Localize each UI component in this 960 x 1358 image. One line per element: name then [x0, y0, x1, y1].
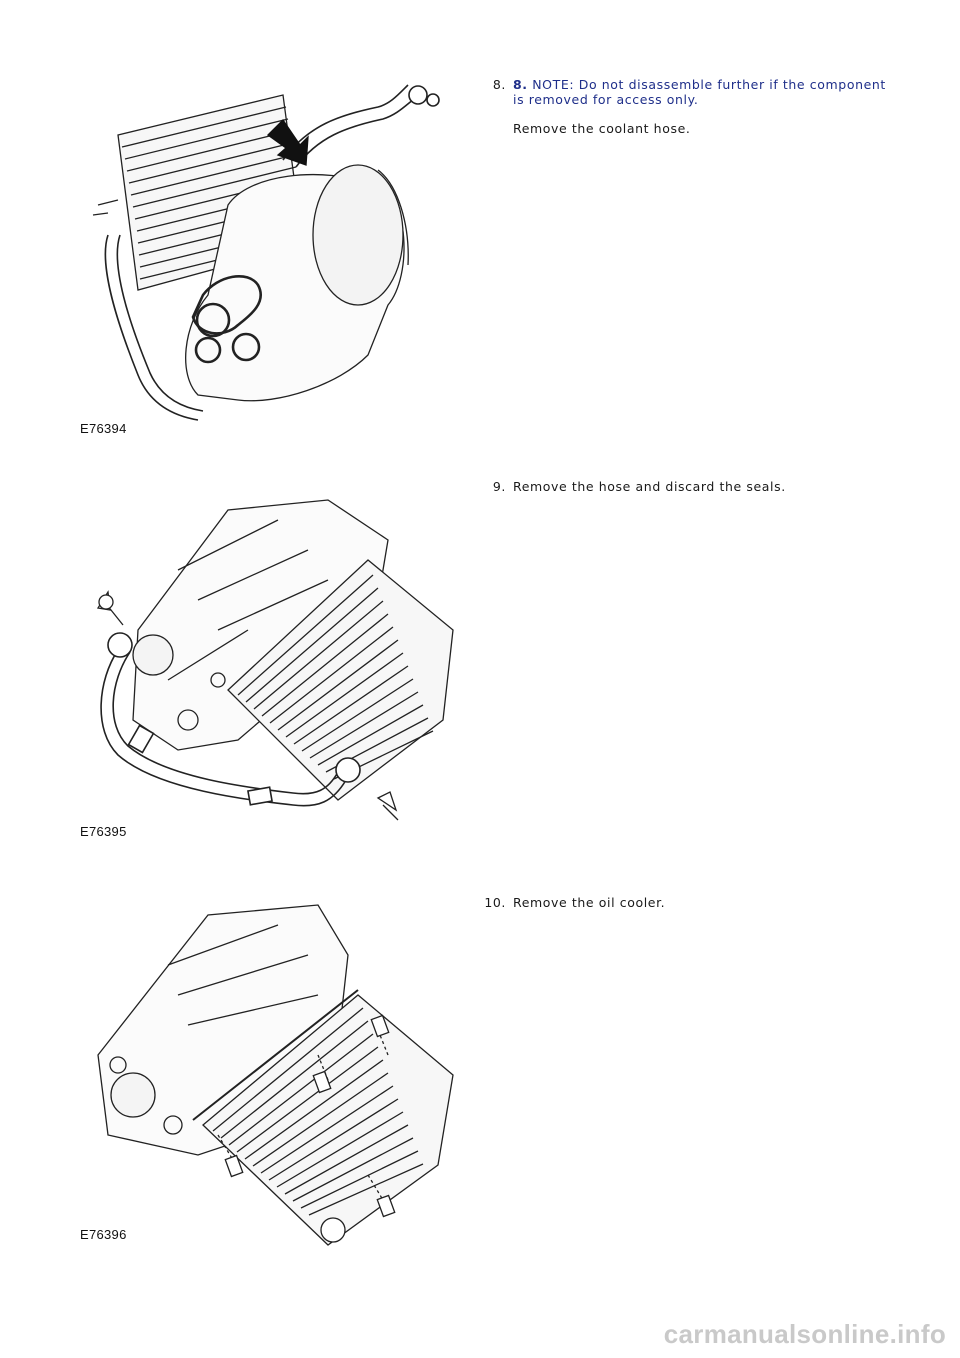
note-text: NOTE: Do not disassemble further if the component is removed for access only. — [513, 77, 886, 107]
instruction: Remove the hose and discard the seals. — [513, 479, 786, 494]
figure-e76394 — [78, 55, 458, 435]
step-body — [513, 479, 893, 508]
figure-code: E76396 — [80, 1227, 127, 1242]
step-number: 9. — [492, 479, 506, 494]
oil-cooler-removal-illustration — [78, 895, 458, 1255]
figure-e76395 — [78, 480, 458, 840]
figure-code: E76394 — [80, 421, 127, 436]
hose-and-seals-illustration — [78, 480, 458, 840]
note — [513, 77, 893, 107]
watermark: carmanualsonline.info — [663, 1319, 946, 1349]
figure-code: E76395 — [80, 824, 127, 839]
step-number: 8. — [492, 77, 506, 92]
note-ref: 8. — [513, 77, 528, 92]
step-body — [513, 895, 893, 924]
step-body — [513, 77, 893, 150]
figure-e76396 — [78, 895, 458, 1255]
step-number: 10. — [484, 895, 506, 910]
instruction: Remove the oil cooler. — [513, 895, 666, 910]
instruction: Remove the coolant hose. — [513, 121, 691, 136]
oil-cooler-coolant-hose-illustration — [78, 55, 458, 435]
